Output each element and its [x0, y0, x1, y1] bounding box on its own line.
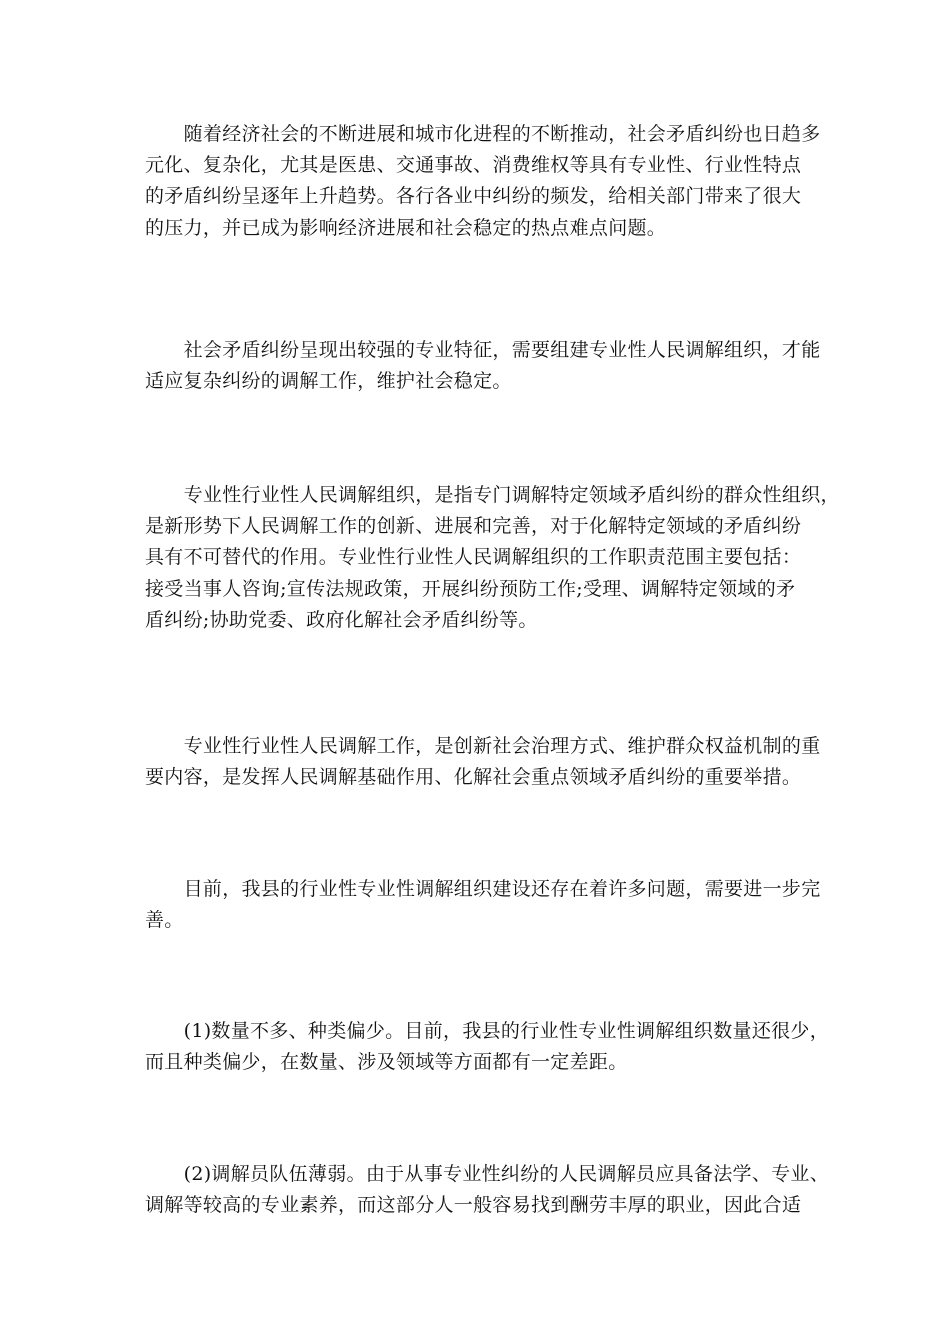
text-line: (1)数量不多、种类偏少。目前，我县的行业性专业性调解组织数量还很少，: [145, 1020, 830, 1042]
text-line: 目前，我县的行业性专业性调解组织建设还存在着许多问题，需要进一步完: [145, 878, 821, 900]
paragraph-urbanization-disputes: [145, 119, 821, 244]
text-line: 善。: [145, 909, 184, 932]
paragraph-professional-features: [145, 335, 821, 397]
text-line: 盾纠纷;协助党委、政府化解社会矛盾纠纷等。: [145, 608, 538, 631]
text-line: 的矛盾纠纷呈逐年上升趋势。各行各业中纠纷的频发，给相关部门带来了很大: [145, 185, 802, 208]
paragraph-organization-definition: [145, 480, 840, 636]
text-line: 调解等较高的专业素养，而这部分人一般容易找到酬劳丰厚的职业，因此合适: [145, 1194, 802, 1217]
text-line: 社会矛盾纠纷呈现出较强的专业特征，需要组建专业性人民调解组织，才能: [145, 339, 821, 361]
text-line: 随着经济社会的不断进展和城市化进程的不断推动，社会矛盾纠纷也日趋多: [145, 123, 821, 145]
text-line: 是新形势下人民调解工作的创新、进展和完善，对于化解特定领域的矛盾纠纷: [145, 515, 802, 538]
paragraph-mediation-work: [145, 731, 821, 793]
paragraph-point-1: [145, 1016, 830, 1078]
text-line: 适应复杂纠纷的调解工作，维护社会稳定。: [145, 370, 512, 393]
paragraph-point-2: [145, 1159, 830, 1221]
text-line: 而且种类偏少，在数量、涉及领域等方面都有一定差距。: [145, 1051, 628, 1074]
text-line: 专业性行业性人民调解组织，是指专门调解特定领域矛盾纠纷的群众性组织，: [145, 484, 840, 506]
text-line: 接受当事人咨询;宣传法规政策，开展纠纷预防工作;受理、调解特定领域的矛: [145, 577, 796, 600]
text-line: 元化、复杂化，尤其是医患、交通事故、消费维权等具有专业性、行业性特点: [145, 154, 802, 177]
text-line: 要内容，是发挥人民调解基础作用、化解社会重点领域矛盾纠纷的重要举措。: [145, 766, 802, 789]
text-line: 具有不可替代的作用。专业性行业性人民调解组织的工作职责范围主要包括：: [145, 546, 802, 569]
text-line: 的压力，并已成为影响经济进展和社会稳定的热点难点问题。: [145, 216, 667, 239]
text-line: (2)调解员队伍薄弱。由于从事专业性纠纷的人民调解员应具备法学、专业、: [145, 1163, 830, 1185]
text-line: 专业性行业性人民调解工作，是创新社会治理方式、维护群众权益机制的重: [145, 735, 821, 757]
paragraph-current-problems: [145, 874, 821, 936]
